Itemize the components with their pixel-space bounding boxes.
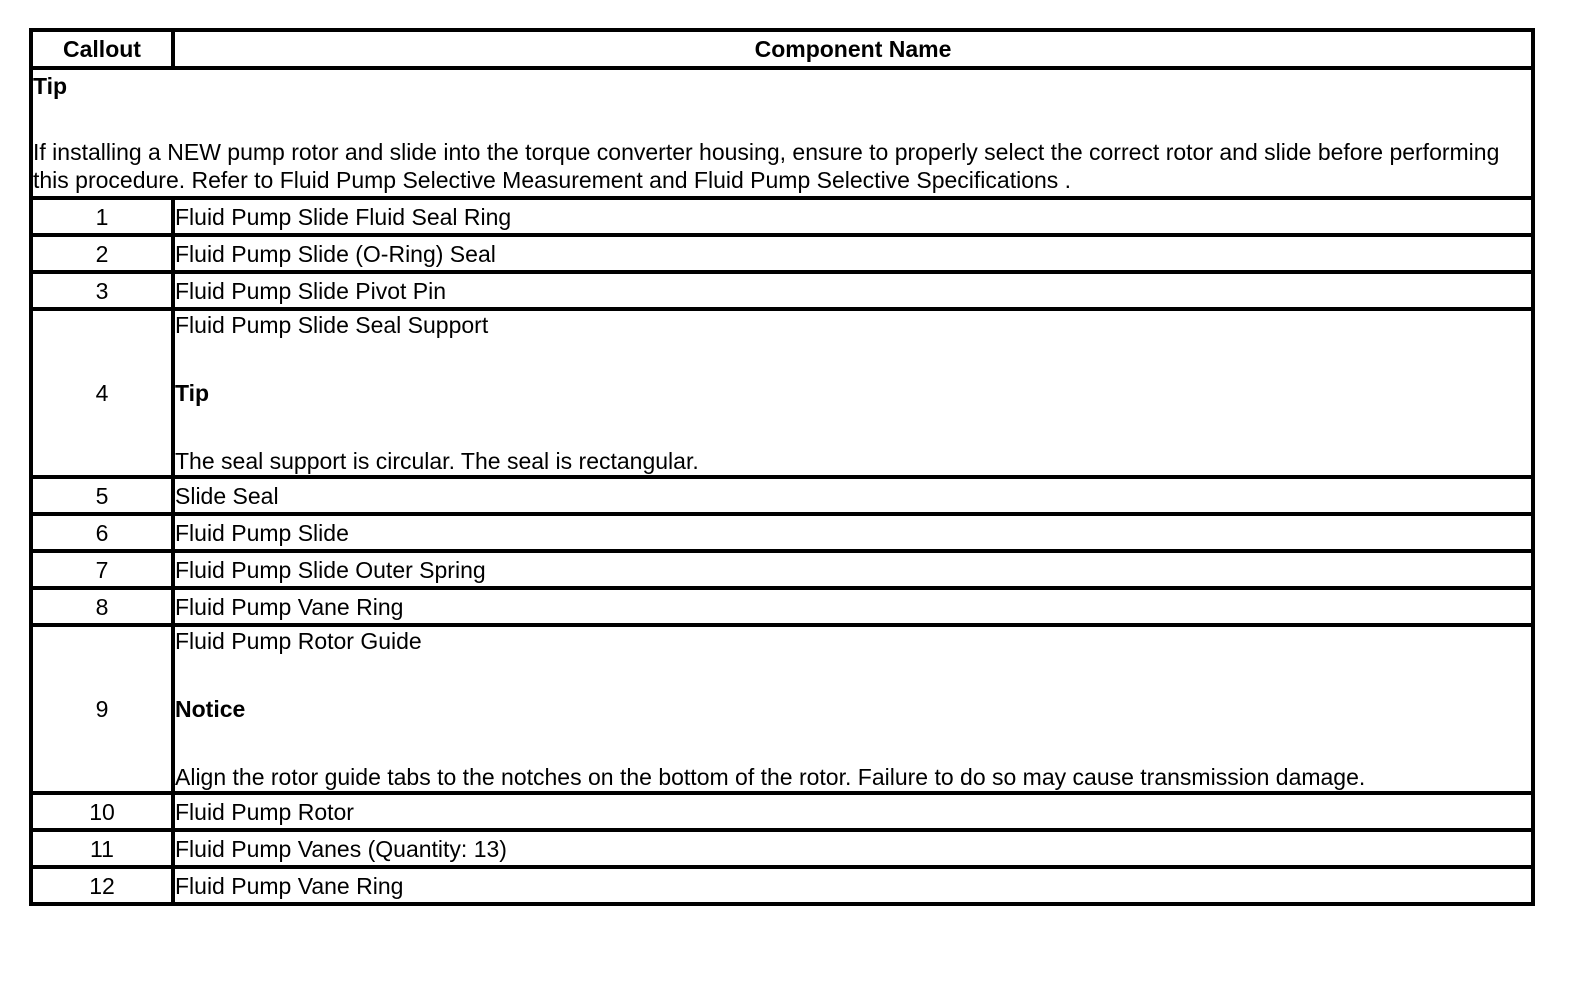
table-row xyxy=(31,514,1533,551)
table-row xyxy=(31,551,1533,588)
tip-text: If installing a NEW pump rotor and slide into the torque converter housing, ensure to properly select the correct rotor and slide before performing this procedure. Refer to Fluid Pump Selective Measurement and Fluid Pump Selective Specifications . xyxy=(33,139,1500,193)
callout-number: 7 xyxy=(31,551,173,588)
callout-header: Callout xyxy=(31,30,173,68)
table-row xyxy=(31,309,1533,477)
component-name: Fluid Pump Slide Fluid Seal Ring xyxy=(173,198,1533,235)
component-name: Fluid Pump Slide xyxy=(173,514,1533,551)
table-row xyxy=(31,477,1533,514)
callout-number: 11 xyxy=(31,830,173,867)
component-name: Fluid Pump Vane Ring xyxy=(173,588,1533,625)
component-name: Fluid Pump Rotor Guide xyxy=(175,628,422,654)
component-name-with-note xyxy=(173,309,1533,477)
callout-number: 6 xyxy=(31,514,173,551)
callout-number: 5 xyxy=(31,477,173,514)
table-row xyxy=(31,588,1533,625)
note-text: Align the rotor guide tabs to the notches on the bottom of the rotor. Failure to do so may cause transmission damage. xyxy=(175,764,1366,790)
tip-cell xyxy=(31,68,1533,198)
table-row xyxy=(31,830,1533,867)
component-name-with-note xyxy=(173,625,1533,793)
callout-number: 12 xyxy=(31,867,173,904)
component-name: Slide Seal xyxy=(173,477,1533,514)
table-row xyxy=(31,867,1533,904)
callout-number: 2 xyxy=(31,235,173,272)
callout-number: 8 xyxy=(31,588,173,625)
table-row xyxy=(31,272,1533,309)
tip-title: Tip xyxy=(33,73,68,99)
component-name: Fluid Pump Slide Seal Support xyxy=(175,312,489,338)
note-title: Tip xyxy=(175,380,210,406)
component-name: Fluid Pump Slide Outer Spring xyxy=(173,551,1533,588)
component-name: Fluid Pump Vanes (Quantity: 13) xyxy=(173,830,1533,867)
component-name: Fluid Pump Slide (O-Ring) Seal xyxy=(173,235,1533,272)
header-row xyxy=(31,30,1533,68)
component-name: Fluid Pump Slide Pivot Pin xyxy=(173,272,1533,309)
table-row xyxy=(31,793,1533,830)
callout-number: 10 xyxy=(31,793,173,830)
component-name: Fluid Pump Rotor xyxy=(173,793,1533,830)
table-row xyxy=(31,235,1533,272)
note-text: The seal support is circular. The seal is rectangular. xyxy=(175,448,699,474)
callout-number: 3 xyxy=(31,272,173,309)
callout-table xyxy=(29,28,1535,906)
table-row xyxy=(31,198,1533,235)
note-title: Notice xyxy=(175,696,246,722)
callout-number: 1 xyxy=(31,198,173,235)
table-row xyxy=(31,625,1533,793)
component-name: Fluid Pump Vane Ring xyxy=(173,867,1533,904)
tip-row xyxy=(31,68,1533,198)
component-name-header: Component Name xyxy=(173,30,1533,68)
callout-number: 4 xyxy=(31,309,173,477)
callout-number: 9 xyxy=(31,625,173,793)
